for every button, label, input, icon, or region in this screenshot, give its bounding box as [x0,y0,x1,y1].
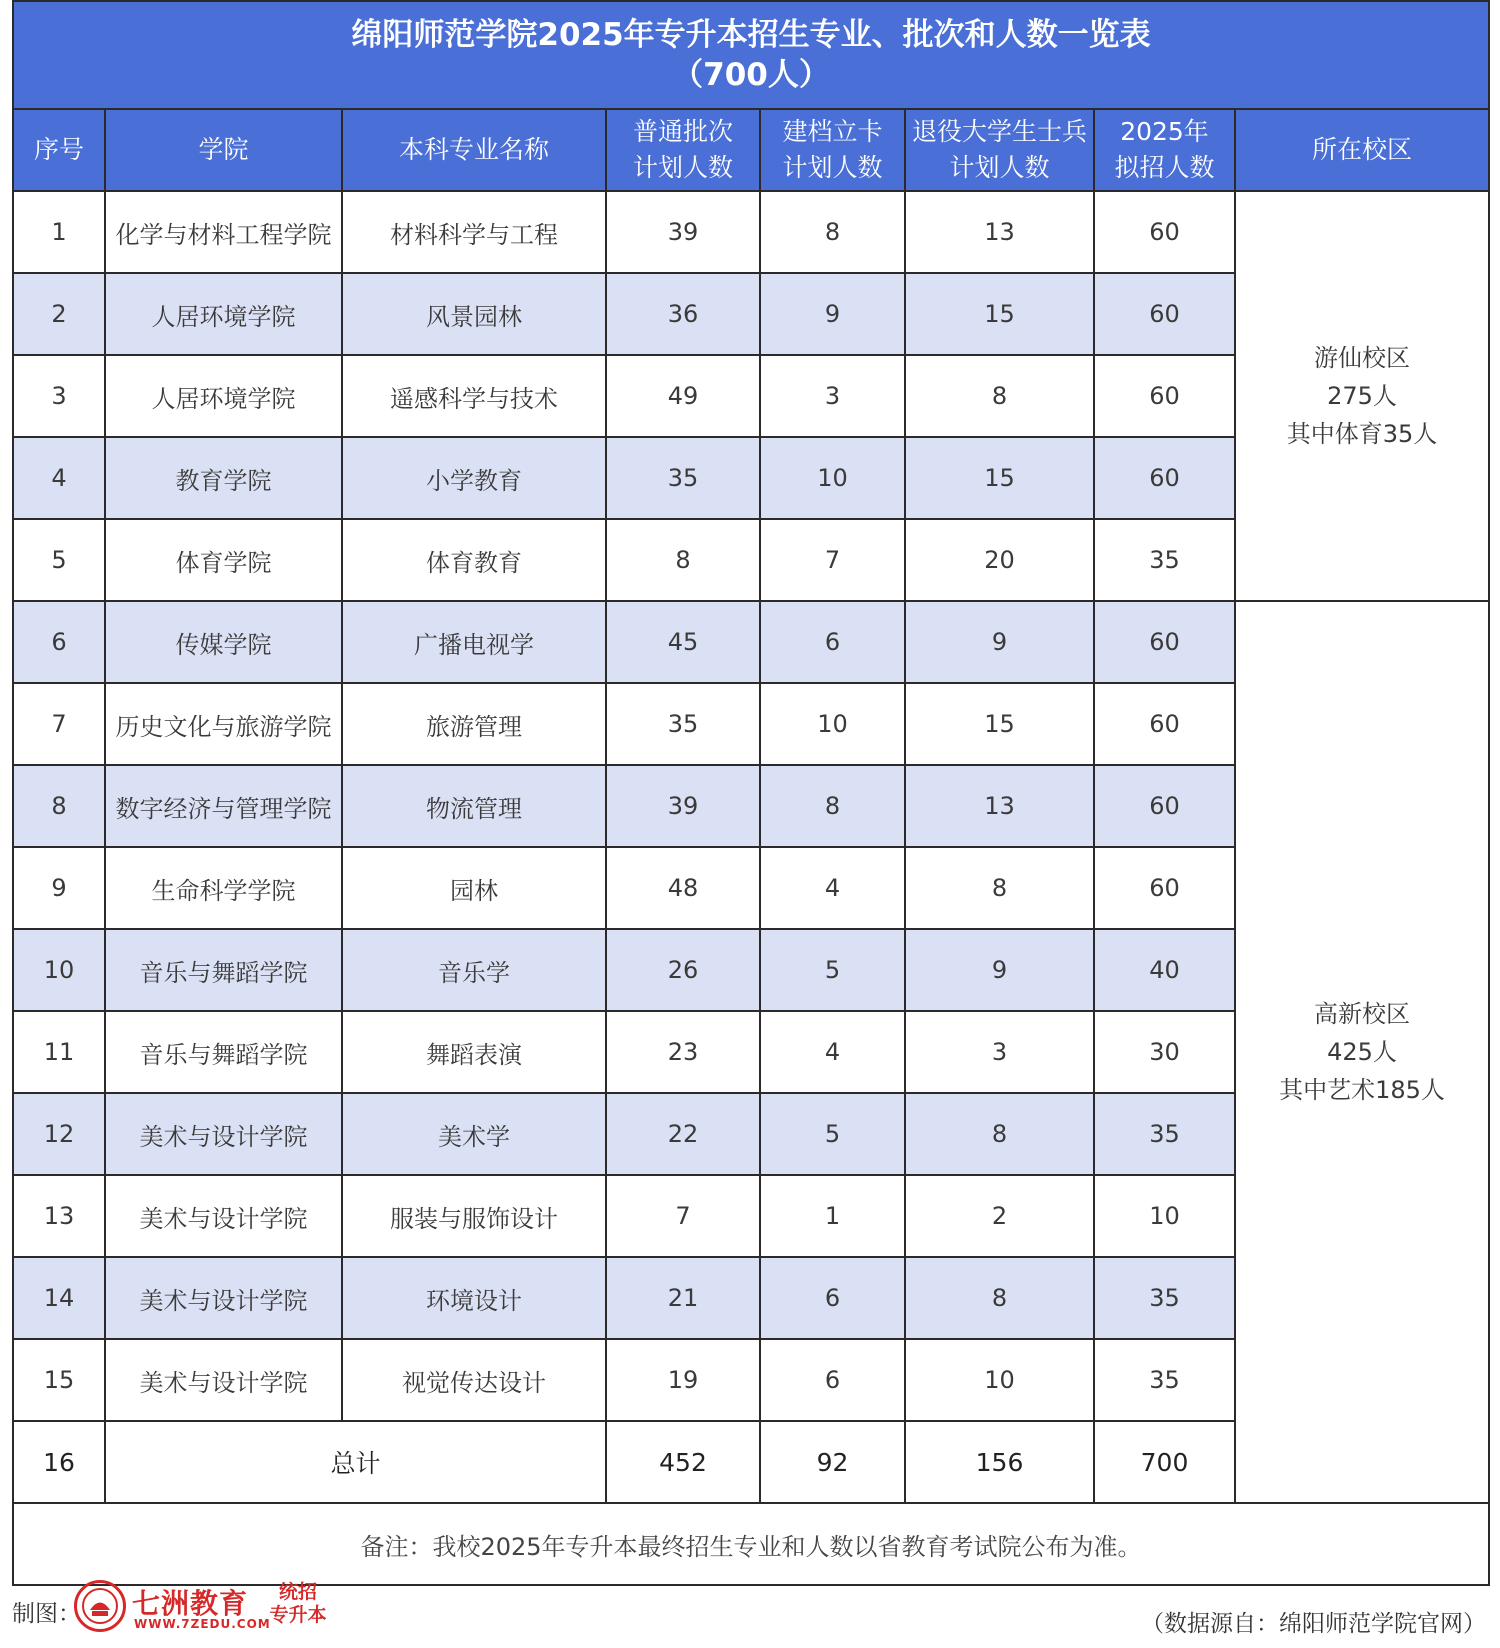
veteran-plan-cell: 13 [905,765,1094,847]
card-plan-cell: 4 [760,847,905,929]
major-cell: 美术学 [342,1093,606,1175]
college-cell: 传媒学院 [105,601,342,683]
card-plan-cell: 6 [760,1257,905,1339]
veteran-plan-cell: 9 [905,929,1094,1011]
total-plan-cell: 60 [1094,191,1235,273]
qizhou-logo-icon [74,1580,126,1632]
card-plan-cell: 8 [760,191,905,273]
seq-cell: 1 [13,191,105,273]
header-plan [1094,109,1235,191]
major-cell: 遥感科学与技术 [342,355,606,437]
total-card: 92 [760,1421,905,1503]
brand-tag-line2: 专升本 [269,1604,327,1626]
brand-name: 七洲教育 [132,1587,249,1620]
campus-gaoxin-count: 425人 [1327,1038,1397,1066]
header-card-line1: 建档立卡 [782,117,883,146]
college-cell: 音乐与舞蹈学院 [105,929,342,1011]
header-campus: 所在校区 [1235,109,1489,191]
major-cell: 音乐学 [342,929,606,1011]
college-cell: 音乐与舞蹈学院 [105,1011,342,1093]
campus-youxian-detail: 其中体育35人 [1286,420,1438,448]
enrollment-table [12,0,1490,1586]
college-cell: 历史文化与旅游学院 [105,683,342,765]
total-plan-cell: 60 [1094,437,1235,519]
header-veteran-line2: 计划人数 [949,153,1050,182]
veteran-plan-cell: 8 [905,847,1094,929]
header-plan-line1: 2025年 [1120,117,1209,146]
card-plan-cell: 9 [760,273,905,355]
seq-cell: 5 [13,519,105,601]
major-cell: 风景园林 [342,273,606,355]
header-card [760,109,905,191]
college-cell: 体育学院 [105,519,342,601]
card-plan-cell: 1 [760,1175,905,1257]
normal-plan-cell: 36 [606,273,760,355]
veteran-plan-cell: 15 [905,683,1094,765]
veteran-plan-cell: 8 [905,355,1094,437]
header-normal [606,109,760,191]
college-cell: 数字经济与管理学院 [105,765,342,847]
veteran-plan-cell: 20 [905,519,1094,601]
seq-cell: 12 [13,1093,105,1175]
college-cell: 化学与材料工程学院 [105,191,342,273]
total-plan-cell: 35 [1094,1093,1235,1175]
major-cell: 材料科学与工程 [342,191,606,273]
footer [0,1575,1500,1648]
total-plan-cell: 60 [1094,765,1235,847]
total-plan-cell: 35 [1094,1257,1235,1339]
campus-youxian-name: 游仙校区 [1314,344,1411,372]
seq-cell: 4 [13,437,105,519]
normal-plan-cell: 35 [606,437,760,519]
normal-plan-cell: 22 [606,1093,760,1175]
total-plan-cell: 10 [1094,1175,1235,1257]
total-plan-cell: 60 [1094,683,1235,765]
seq-cell: 13 [13,1175,105,1257]
major-cell: 服装与服饰设计 [342,1175,606,1257]
major-cell: 广播电视学 [342,601,606,683]
normal-plan-cell: 48 [606,847,760,929]
total-plan-cell: 40 [1094,929,1235,1011]
seq-cell: 8 [13,765,105,847]
veteran-plan-cell: 10 [905,1339,1094,1421]
seq-cell: 14 [13,1257,105,1339]
normal-plan-cell: 7 [606,1175,760,1257]
card-plan-cell: 3 [760,355,905,437]
veteran-plan-cell: 13 [905,191,1094,273]
brand-url: WWW.7ZEDU.COM [134,1617,271,1631]
total-plan-cell: 30 [1094,1011,1235,1093]
enrollment-table-container [12,0,1488,1586]
total-plan: 700 [1094,1421,1235,1503]
table-title-line2: （700人） [672,57,830,93]
card-plan-cell: 6 [760,1339,905,1421]
major-cell: 小学教育 [342,437,606,519]
total-label: 总计 [105,1421,606,1503]
table-title [13,1,1489,109]
total-plan-cell: 60 [1094,601,1235,683]
header-seq: 序号 [13,109,105,191]
major-cell: 视觉传达设计 [342,1339,606,1421]
total-plan-cell: 60 [1094,847,1235,929]
seq-cell: 15 [13,1339,105,1421]
normal-plan-cell: 35 [606,683,760,765]
campus-cell-gaoxin [1235,601,1489,1503]
header-plan-line2: 拟招人数 [1114,153,1215,182]
veteran-plan-cell: 2 [905,1175,1094,1257]
card-plan-cell: 10 [760,683,905,765]
maker-label: 制图： [12,1601,81,1627]
normal-plan-cell: 26 [606,929,760,1011]
seq-cell: 7 [13,683,105,765]
major-cell: 物流管理 [342,765,606,847]
campus-cell-youxian [1235,191,1489,601]
table-title-line1: 绵阳师范学院2025年专升本招生专业、批次和人数一览表 [351,17,1151,53]
normal-plan-cell: 45 [606,601,760,683]
header-veteran [905,109,1094,191]
seq-cell: 2 [13,273,105,355]
header-normal-line2: 计划人数 [632,153,733,182]
campus-gaoxin-name: 高新校区 [1314,1000,1411,1028]
card-plan-cell: 6 [760,601,905,683]
normal-plan-cell: 39 [606,765,760,847]
college-cell: 美术与设计学院 [105,1339,342,1421]
veteran-plan-cell: 8 [905,1257,1094,1339]
college-cell: 生命科学学院 [105,847,342,929]
note-row [13,1503,1489,1585]
total-plan-cell: 35 [1094,519,1235,601]
major-cell: 旅游管理 [342,683,606,765]
card-plan-cell: 5 [760,1093,905,1175]
normal-plan-cell: 19 [606,1339,760,1421]
header-row [13,109,1489,191]
total-plan-cell: 60 [1094,355,1235,437]
college-cell: 美术与设计学院 [105,1175,342,1257]
college-cell: 美术与设计学院 [105,1093,342,1175]
campus-gaoxin-detail: 其中艺术185人 [1279,1076,1445,1104]
table-row [13,601,1489,683]
normal-plan-cell: 39 [606,191,760,273]
header-college: 学院 [105,109,342,191]
total-plan-cell: 35 [1094,1339,1235,1421]
header-major: 本科专业名称 [342,109,606,191]
campus-youxian-count: 275人 [1327,382,1397,410]
data-source: （数据源自：绵阳师范学院官网） [1141,1611,1486,1637]
seq-cell: 6 [13,601,105,683]
seq-cell: 9 [13,847,105,929]
major-cell: 环境设计 [342,1257,606,1339]
note-text: 备注：我校2025年专升本最终招生专业和人数以省教育考试院公布为准。 [13,1503,1489,1585]
card-plan-cell: 10 [760,437,905,519]
card-plan-cell: 5 [760,929,905,1011]
veteran-plan-cell: 9 [905,601,1094,683]
college-cell: 教育学院 [105,437,342,519]
major-cell: 体育教育 [342,519,606,601]
normal-plan-cell: 8 [606,519,760,601]
total-plan-cell: 60 [1094,273,1235,355]
veteran-plan-cell: 3 [905,1011,1094,1093]
card-plan-cell: 7 [760,519,905,601]
card-plan-cell: 8 [760,765,905,847]
header-card-line2: 计划人数 [782,153,883,182]
normal-plan-cell: 23 [606,1011,760,1093]
veteran-plan-cell: 8 [905,1093,1094,1175]
header-normal-line1: 普通批次 [632,117,733,146]
total-veteran: 156 [905,1421,1094,1503]
veteran-plan-cell: 15 [905,437,1094,519]
normal-plan-cell: 21 [606,1257,760,1339]
brand-tag [266,1581,330,1627]
seq-cell: 3 [13,355,105,437]
normal-plan-cell: 49 [606,355,760,437]
college-cell: 美术与设计学院 [105,1257,342,1339]
seq-cell: 11 [13,1011,105,1093]
brand-tag-line1: 统招 [278,1581,317,1603]
major-cell: 园林 [342,847,606,929]
table-row [13,191,1489,273]
total-normal: 452 [606,1421,760,1503]
major-cell: 舞蹈表演 [342,1011,606,1093]
veteran-plan-cell: 15 [905,273,1094,355]
card-plan-cell: 4 [760,1011,905,1093]
seq-cell: 10 [13,929,105,1011]
college-cell: 人居环境学院 [105,355,342,437]
total-seq: 16 [13,1421,105,1503]
college-cell: 人居环境学院 [105,273,342,355]
header-veteran-line1: 退役大学生士兵 [911,117,1087,146]
